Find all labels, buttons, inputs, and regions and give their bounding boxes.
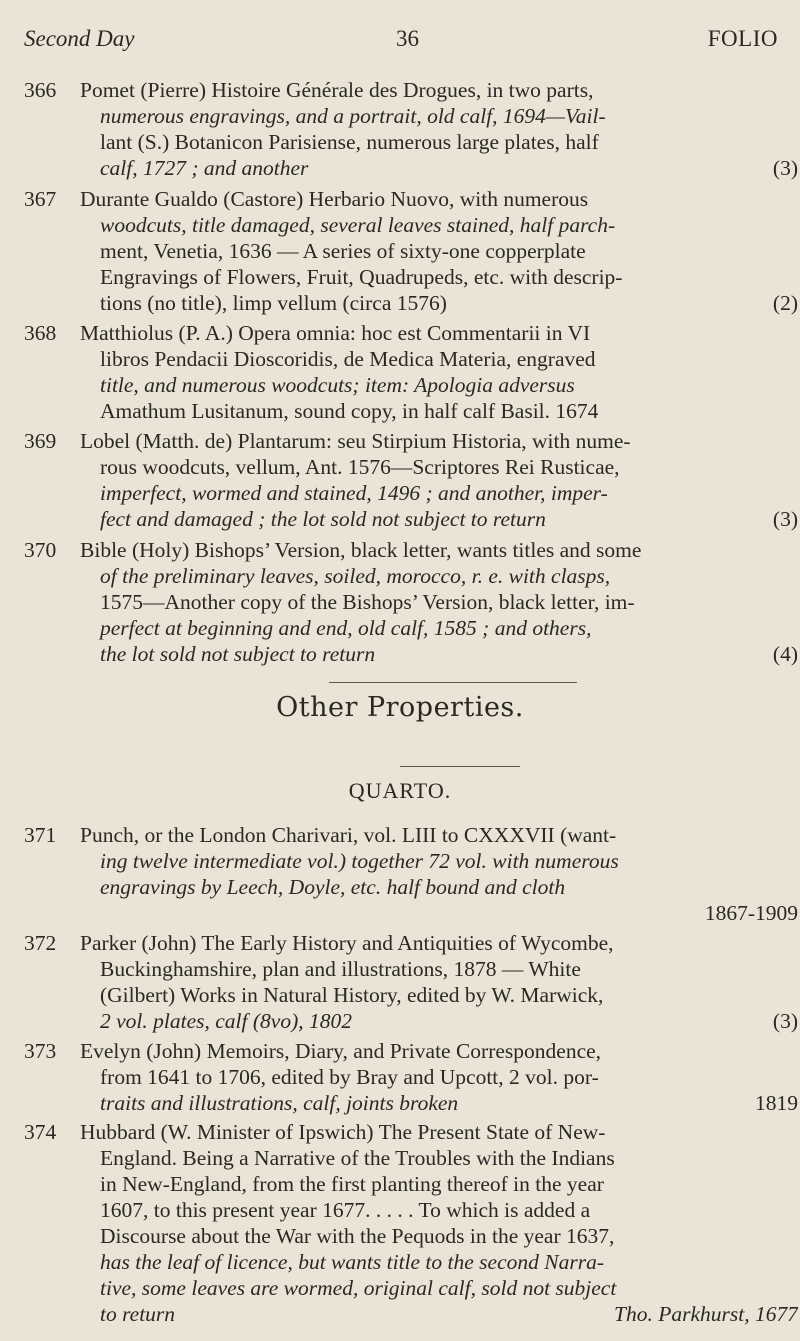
lot-description [80,930,798,1034]
section-rule-top [329,682,577,683]
lot-quantity: (2) [772,291,798,315]
lot-entry [24,1038,798,1116]
lot-number: 370 [24,538,57,562]
lot-line: Lobel (Matth. de) Plantarum: seu Stirpium Historia, with nume- [80,429,631,453]
lot-line: Hubbard (W. Minister of Ipswich) The Present State of New- [80,1120,606,1144]
lot-line: 1575—Another copy of the Bishops’ Version, black letter, im- [100,590,635,614]
lot-number: 374 [24,1120,57,1144]
lot-description [80,822,798,926]
section-title: Other Properties. [276,692,524,723]
lot-line: tive, some leaves are wormed, original calf, sold not subject [100,1276,617,1300]
lot-line: libros Pendacii Dioscoridis, de Medica Materia, engraved [100,347,596,371]
lot-line: fect and damaged ; the lot sold not subject to return [100,507,546,531]
running-head [24,26,778,58]
lot-entry [24,77,798,181]
lot-entry [24,428,798,532]
lot-entry [24,1119,798,1327]
lot-line: engravings by Leech, Doyle, etc. half bound and cloth [100,875,566,899]
lot-line: ment, Venetia, 1636 — A series of sixty-one copperplate [100,239,586,263]
lot-number: 367 [24,187,57,211]
lot-line: Punch, or the London Charivari, vol. LIII to CXXXVII (want- [80,823,617,847]
lot-description [80,1119,798,1327]
section-rule-bottom [400,766,520,767]
lot-number: 366 [24,78,57,102]
lot-description [80,186,798,316]
lot-description [80,537,798,667]
lot-entry [24,320,798,424]
lot-line-last [80,1008,798,1034]
lot-line: ing twelve intermediate vol.) together 72 vol. with numerous [100,849,619,873]
lot-quantity: (4) [772,642,798,666]
lot-line: Evelyn (John) Memoirs, Diary, and Private Correspondence, [80,1039,602,1063]
lot-line: from 1641 to 1706, edited by Bray and Upcott, 2 vol. por- [100,1065,599,1089]
running-head-right: FOLIO [707,26,778,51]
lot-line: of the preliminary leaves, soiled, morocco, r. e. with clasps, [100,564,611,588]
lot-line: Bible (Holy) Bishops’ Version, black letter, wants titles and some [80,538,642,562]
lot-line: calf, 1727 ; and another [100,156,309,180]
lot-number: 373 [24,1039,57,1063]
lot-line: Matthiolus (P. A.) Opera omnia: hoc est Commentarii in VI [80,321,591,345]
lot-number: 368 [24,321,57,345]
lot-line: to return [100,1302,176,1326]
lot-entry [24,930,798,1034]
lot-line: woodcuts, title damaged, several leaves stained, half parch- [100,213,616,237]
lot-line: Engravings of Flowers, Fruit, Quadrupeds, etc. with descrip- [100,265,623,289]
lot-entry [24,537,798,667]
lot-quantity: (3) [772,507,798,531]
lot-line: Discourse about the War with the Pequods in the year 1637, [100,1224,615,1248]
running-head-left: Second Day [24,26,135,51]
lot-line-last [80,1301,798,1327]
lot-line-last [80,1090,798,1116]
lot-line: Parker (John) The Early History and Antiquities of Wycombe, [80,931,614,955]
lot-line: rous woodcuts, vellum, Ant. 1576—Scriptores Rei Rusticae, [100,455,620,479]
lot-description [80,77,798,181]
lot-line-last [80,506,798,532]
lot-imprint: Tho. Parkhurst, 1677 [614,1302,798,1326]
page-number: 36 [396,26,419,51]
lot-line: 1867-1909 [704,901,798,925]
lot-line: Pomet (Pierre) Histoire Générale des Drogues, in two parts, [80,78,594,102]
lot-date: 1819 [755,1091,798,1115]
lot-line: 2 vol. plates, calf (8vo), 1802 [100,1009,352,1033]
lot-line: England. Being a Narrative of the Troubles with the Indians [100,1146,615,1170]
format-heading: QUARTO. [348,778,452,803]
lot-quantity: (3) [772,156,798,180]
lot-line: numerous engravings, and a portrait, old calf, 1694—Vail- [100,104,606,128]
lot-number: 371 [24,823,57,847]
lot-line-last [80,290,798,316]
lot-line: Durante Gualdo (Castore) Herbario Nuovo, with numerous [80,187,589,211]
lot-line: perfect at beginning and end, old calf, 1585 ; and others, [100,616,592,640]
lot-line: in New-England, from the first planting thereof in the year [100,1172,604,1196]
lot-entry [24,822,798,926]
lot-line: traits and illustrations, calf, joints broken [100,1091,459,1115]
lot-line: lant (S.) Botanicon Parisiense, numerous large plates, half [100,130,599,154]
lot-line: the lot sold not subject to return [100,642,376,666]
lot-line: Amathum Lusitanum, sound copy, in half calf Basil. 1674 [100,399,599,423]
lot-line: title, and numerous woodcuts; item: Apologia adversus [100,373,575,397]
lot-line: Buckinghamshire, plan and illustrations, 1878 — White [100,957,581,981]
lot-description [80,320,798,424]
lot-line-last [80,155,798,181]
lot-line: 1607, to this present year 1677. . . . . To which is added a [100,1198,591,1222]
lot-number: 372 [24,931,57,955]
lot-entry [24,186,798,316]
lot-line: (Gilbert) Works in Natural History, edited by W. Marwick, [100,983,604,1007]
lot-line: has the leaf of licence, but wants title to the second Narra- [100,1250,604,1274]
lot-line-last [80,641,798,667]
lot-description [80,1038,798,1116]
lot-line: imperfect, wormed and stained, 1496 ; and another, imper- [100,481,608,505]
lot-number: 369 [24,429,57,453]
lot-quantity: (3) [772,1009,798,1033]
lot-line: tions (no title), limp vellum (circa 1576) [100,291,447,315]
lot-description [80,428,798,532]
